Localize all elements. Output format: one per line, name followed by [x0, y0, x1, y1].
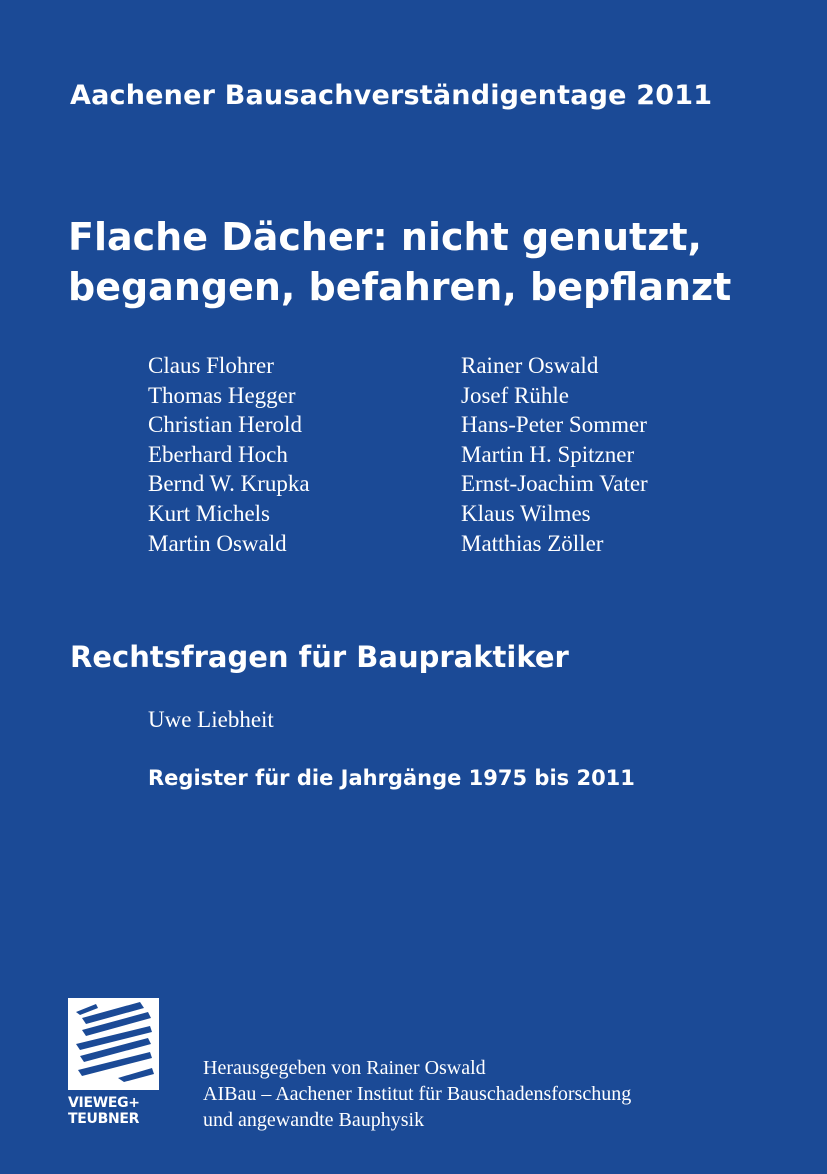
author-name: Ernst-Joachim Vater	[461, 471, 648, 497]
register-title: Register für die Jahrgänge 1975 bis 2011	[148, 766, 635, 790]
section-author: Uwe Liebheit	[148, 707, 274, 732]
logo-text-line: TEUBNER	[68, 1111, 140, 1127]
logo-stripes-graphic	[68, 998, 159, 1090]
publisher-line: AIBau – Aachener Institut für Bauschadensforschung	[203, 1083, 632, 1105]
author-name: Martin H. Spitzner	[461, 441, 635, 467]
main-title-line: Flache Dächer: nicht genutzt,	[68, 215, 702, 259]
author-name: Klaus Wilmes	[461, 500, 591, 526]
author-name: Kurt Michels	[148, 500, 271, 526]
author-name: Matthias Zöller	[461, 530, 604, 556]
publisher-line: Herausgegeben von Rainer Oswald	[203, 1057, 486, 1079]
author-name: Eberhard Hoch	[148, 441, 288, 467]
author-name: Claus Flohrer	[148, 353, 274, 378]
authors-left-column	[148, 351, 310, 558]
main-title-line: begangen, befahren, bepflanzt	[68, 265, 732, 309]
authors-right-column	[461, 351, 648, 558]
publisher-info	[203, 1055, 631, 1133]
author-name: Rainer Oswald	[461, 353, 599, 378]
section-title: Rechtsfragen für Baupraktiker	[70, 640, 569, 674]
main-title	[68, 212, 731, 312]
vieweg-teubner-logo-icon	[68, 998, 159, 1090]
author-name: Hans-Peter Sommer	[461, 412, 647, 438]
author-name: Martin Oswald	[148, 530, 287, 556]
author-name: Josef Rühle	[461, 382, 569, 408]
logo-text-line: VIEWEG+	[68, 1095, 140, 1111]
author-name: Bernd W. Krupka	[148, 471, 310, 497]
author-name: Christian Herold	[148, 412, 302, 438]
author-name: Thomas Hegger	[148, 382, 296, 408]
publisher-line: und angewandte Bauphysik	[203, 1109, 425, 1131]
publisher-logo	[68, 998, 159, 1131]
series-title: Aachener Bausachverständigentage 2011	[70, 80, 713, 111]
